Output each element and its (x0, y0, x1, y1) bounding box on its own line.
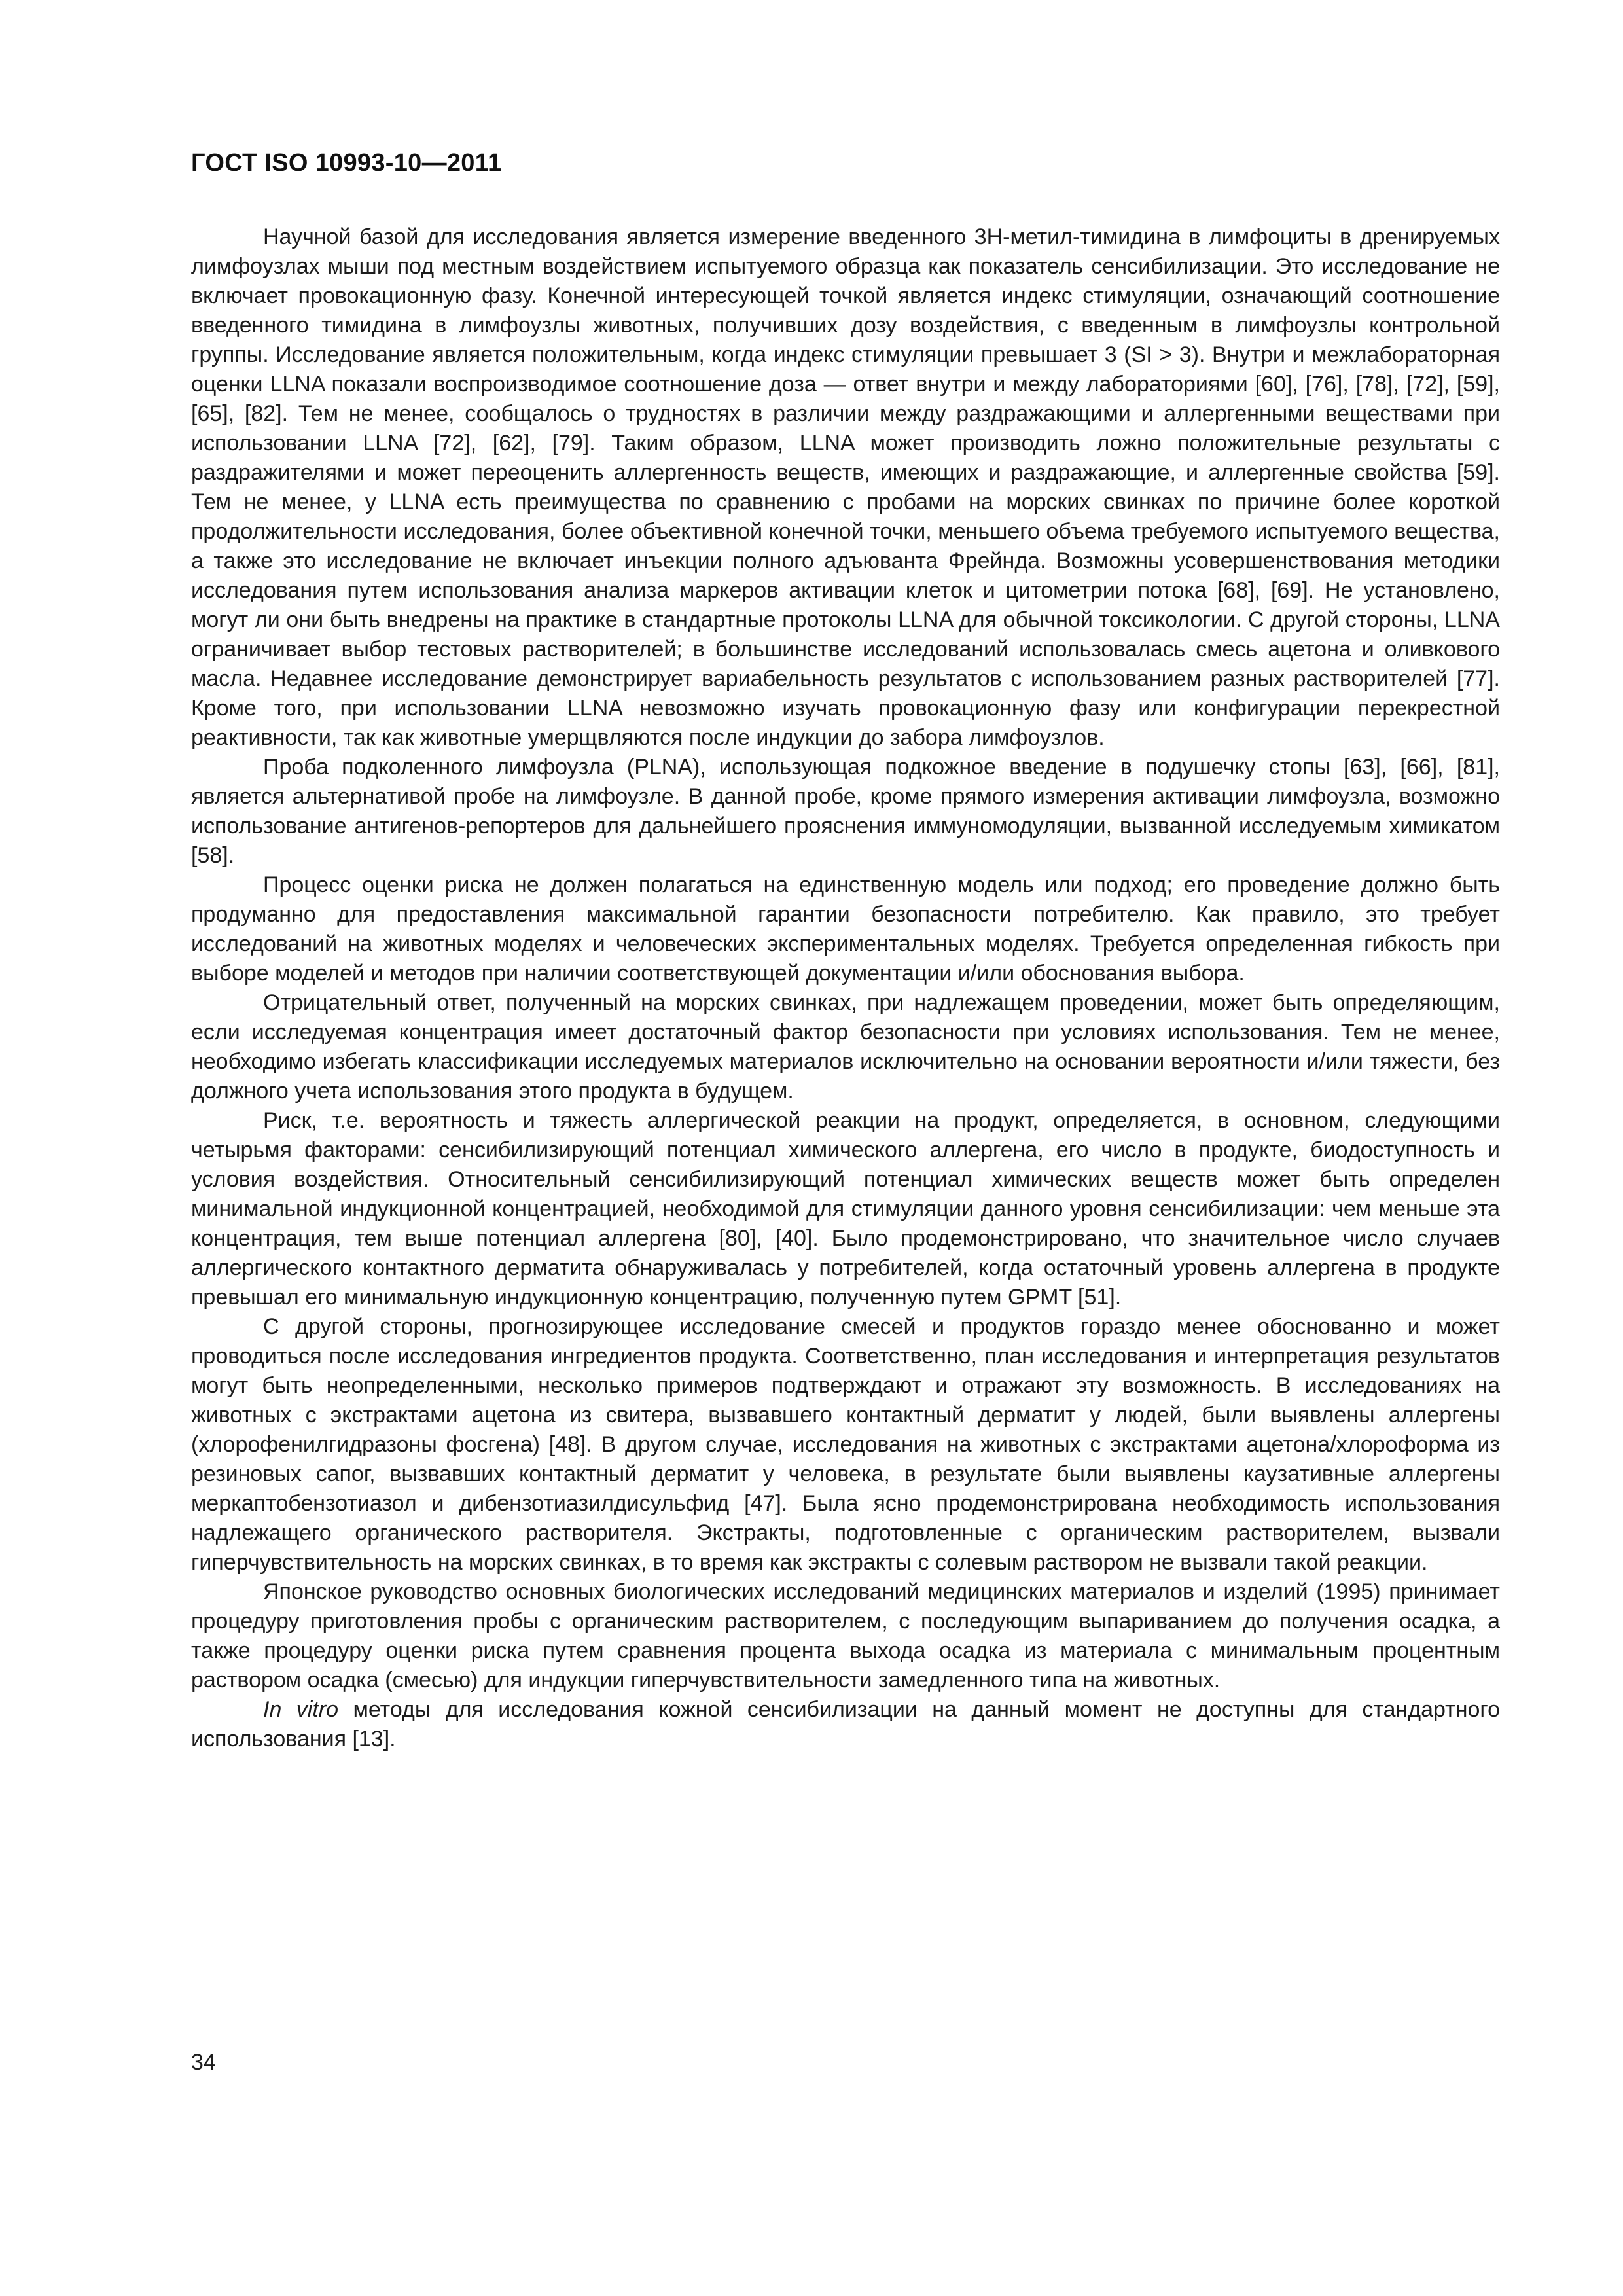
paragraph-llna-method: Научной базой для исследования является измерение введенного 3Н-метил-тимидина в лимфоциты в дренируемых лимфоузлах мыши под местным воздействием испытуемого образца как показатель сенсибилизации. Это исследование не включает провокационную фазу. Конечной интересующей точкой является индекс стимуляции, означающий соотношение введенного тимидина в лимфоузлы животных, получивших дозу воздействия, с введенным в лимфоузлы контрольной группы. Исследование является положительным, когда индекс стимуляции превышает 3 (SI > 3). Внутри и межлабораторная оценки LLNA показали воспроизводимое соотношение доза — ответ внутри и между лабораториями [60], [76], [78], [72], [59], [65], [82]. Тем не менее, сообщалось о трудностях в различии между раздражающими и аллергенными веществами при использовании LLNA [72], [62], [79]. Таким образом, LLNA может производить ложно положительные результаты с раздражителями и может переоценить аллергенность веществ, имеющих и раздражающие, и аллергенные свойства [59]. Тем не менее, у LLNA есть преимущества по сравнению с пробами на морских свинках по причине более короткой продолжительности исследования, более объективной конечной точки, меньшего объема требуемого испытуемого вещества, а также это исследование не включает инъекции полного адъюванта Фрейнда. Возможны усовершенствования методики исследования путем использования анализа маркеров активации клеток и цитометрии потока [68], [69]. Не установлено, могут ли они быть внедрены на практике в стандартные протоколы LLNA для обычной токсикологии. С другой стороны, LLNA ограничивает выбор тестовых растворителей; в большинстве исследований использовалась смесь ацетона и оливкового масла. Недавнее исследование демонстрирует вариабельность результатов с использованием разных растворителей [77]. Кроме того, при использовании LLNA невозможно изучать провокационную фазу или конфигурации перекрестной реактивности, так как животные умерщвляются после индукции до забора лимфоузлов. (191, 224, 1500, 750)
paragraph-japanese-guidance: Японское руководство основных биологических исследований медицинских материалов и изделий (1995) принимает процедуру приготовления пробы с органическим растворителем, с последующим выпариванием до получения осадка, а также процедуру оценки риска путем сравнения процента выхода осадка из материала с минимальным процентным раствором осадка (смесью) для индукции гиперчувствительности замедленного типа на животных. (191, 1579, 1500, 1693)
paragraph-mixtures-products: С другой стороны, прогнозирующее исследование смесей и продуктов гораздо менее обоснованно и может проводиться после исследования ингредиентов продукта. Соответственно, план исследования и интерпретация результатов могут быть неопределенными, несколько примеров подтверждают и отражают эту возможность. В исследованиях на животных с экстрактами ацетона из свитера, вызвавшего контактный дерматит у людей, были выявлены аллергены (хлорофенилгидразоны фосгена) [48]. В другом случае, исследования на животных с экстрактами ацетона/хлороформа из резиновых сапог, вызвавших контактный дерматит у человека, в результате были выявлены каузативные аллергены меркаптобензотиазол и дибензотиазилдисульфид [47]. Была ясно продемонстрирована необходимость использования надлежащего органического растворителя. Экстракты, подготовленные с органическим растворителем, вызвали гиперчувствительность на морских свинках, в то время как экстракты с солевым раствором не вызвали такой реакции. (191, 1314, 1500, 1575)
document-body (191, 223, 1500, 1754)
paragraph-risk-assessment-process: Процесс оценки риска не должен полагаться на единственную модель или подход; его проведение должно быть продуманно для предоставления максимальной гарантии безопасности потребителю. Как правило, это требует исследований на животных моделях и человеческих экспериментальных моделях. Требуется определенная гибкость при выборе моделей и методов при наличии соответствующей документации и/или обоснования выбора. (191, 872, 1500, 986)
page-number: 34 (191, 2050, 216, 2075)
in-vitro-term: In vitro (263, 1697, 339, 1722)
paragraph-negative-response: Отрицательный ответ, полученный на морских свинках, при надлежащем проведении, может быть определяющим, если исследуемая концентрация имеет достаточный фактор безопасности при условиях использования. Тем не менее, необходимо избегать классификации исследуемых материалов исключительно на основании вероятности и/или тяжести, без должного учета использования этого продукта в будущем. (191, 990, 1500, 1103)
paragraph-risk-factors: Риск, т.е. вероятность и тяжесть аллергической реакции на продукт, определяется, в основном, следующими четырьмя факторами: сенсибилизирующий потенциал химического аллергена, его число в продукте, биодоступность и условия воздействия. Относительный сенсибилизирующий потенциал химических веществ может быть определен минимальной индукционной концентрацией, необходимой для стимуляции данного уровня сенсибилизации: чем меньше эта концентрация, тем выше потенциал аллергена [80], [40]. Было продемонстрировано, что значительное число случаев аллергического контактного дерматита обнаруживалась у потребителей, когда остаточный уровень аллергена в продукте превышал его минимальную индукционную концентрацию, полученную путем GPMT [51]. (191, 1108, 1500, 1310)
in-vitro-text: методы для исследования кожной сенсибилизации на данный момент не доступны для стандартного использования [13]. (191, 1697, 1500, 1751)
paragraph-plna: Проба подколенного лимфоузла (PLNA), использующая подкожное введение в подушечку стопы [63], [66], [81], является альтернативой пробе на лимфоузле. В данной пробе, кроме прямого измерения активации лимфоузла, возможно использование антигенов-репортеров для дальнейшего прояснения иммуномодуляции, вызванной исследуемым химикатом [58]. (191, 755, 1500, 868)
paragraph-in-vitro (191, 1695, 1500, 1754)
document-header: ГОСТ ISO 10993-10—2011 (191, 149, 502, 177)
